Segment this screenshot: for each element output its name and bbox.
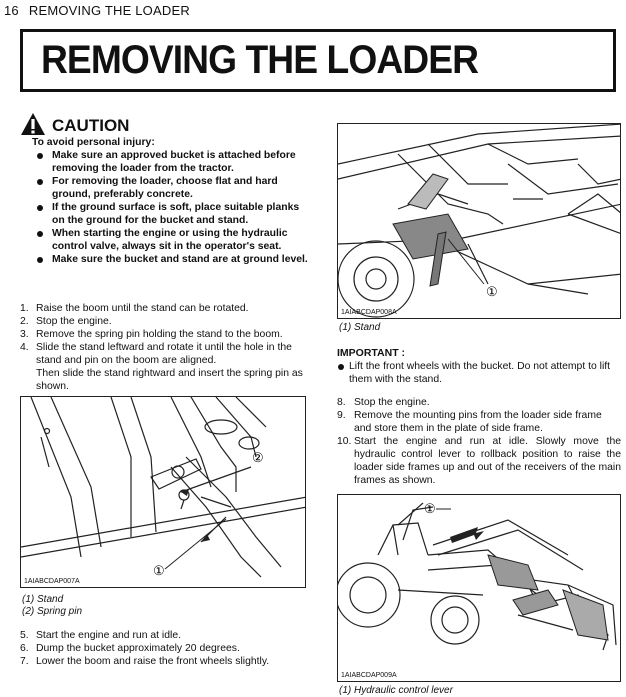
important-bullet: Lift the front wheels with the bucket. Do not attempt to lift them with the stand. (337, 360, 621, 386)
figure-hydraulic-lever (337, 494, 621, 682)
caution-heading: CAUTION (52, 116, 130, 135)
caution-bullet: Make sure the bucket and stand are at ground level. (20, 253, 312, 266)
step-item: 3. Remove the spring pin holding the stand to the boom. (20, 329, 283, 340)
warning-triangle-icon (20, 112, 46, 136)
caution-bullet: When starting the engine or using the hydraulic control valve, always sit in the operator's seat. (20, 227, 312, 253)
figure-caption: (1) Hydraulic control lever (339, 685, 453, 696)
step-item: 9. Remove the mounting pins from the loader side frame and store them in the plate of side frame. (337, 410, 602, 434)
step-item: 7. Lower the boom and raise the front wheels slightly. (20, 656, 270, 667)
figure-stand (337, 123, 621, 319)
caution-box (20, 112, 312, 266)
figure-caption: (1) Stand (339, 322, 381, 333)
caution-bullet: If the ground surface is soft, place suitable planks on the ground for the bucket and stand. (20, 201, 312, 227)
caution-intro: To avoid personal injury: (32, 137, 155, 148)
step-item: 6. Dump the bucket approximately 20 degrees. (20, 643, 240, 654)
figure-caption-list (22, 594, 82, 618)
callout-1: ① (424, 501, 436, 516)
page-title: REMOVING THE LOADER (41, 38, 479, 82)
callout-2: ② (252, 450, 264, 465)
figure-code: 1AIABCDAP007A (24, 578, 80, 585)
step-item: 1. Raise the boom until the stand can be rotated. (20, 303, 249, 314)
caution-bullet: For removing the loader, choose flat and hard ground, preferably concrete. (20, 175, 312, 201)
figure-code: 1AIABCDAP009A (341, 672, 397, 679)
step-item: 5. Start the engine and run at idle. (20, 630, 181, 641)
figure-caption-list (339, 322, 380, 334)
page-number: 16 (4, 3, 19, 18)
steps-list-1 (20, 302, 310, 393)
step-item: 10. Start the engine and run at idle. Slowly move the hydraulic control lever to rollback position to raise the loader side frames up and out of the receivers of the main frames as shown. (337, 436, 621, 486)
running-header-title: REMOVING THE LOADER (28, 3, 190, 18)
step-item: 2. Stop the engine. (20, 316, 112, 327)
figure-caption: (1) Stand (22, 594, 64, 605)
step-item: 4. Slide the stand leftward and rotate it until the hole in the stand and pin on the boom are aligned. Then slide the stand rightward and insert the spring pin as shown. (20, 342, 303, 392)
running-header (4, 3, 190, 18)
stand-wheel-illustration (338, 124, 621, 319)
caution-bullet: Make sure an approved bucket is attached before removing the loader from the tractor. (20, 149, 312, 175)
steps-list-2 (20, 629, 310, 668)
figure-caption: (2) Spring pin (22, 606, 83, 617)
important-note (337, 347, 621, 386)
title-box (20, 29, 616, 92)
figure-caption-list (339, 685, 453, 697)
figure-stand-spring-pin (20, 396, 306, 588)
figure-code: 1AIABCDAP008A (341, 309, 397, 316)
steps-list-3 (337, 396, 621, 487)
important-heading: IMPORTANT : (337, 347, 406, 359)
callout-1: ① (486, 284, 498, 299)
callout-1: ① (153, 563, 165, 578)
step-item: 8. Stop the engine. (337, 397, 430, 408)
tractor-loader-illustration (338, 495, 621, 682)
stand-boom-illustration (21, 397, 306, 588)
